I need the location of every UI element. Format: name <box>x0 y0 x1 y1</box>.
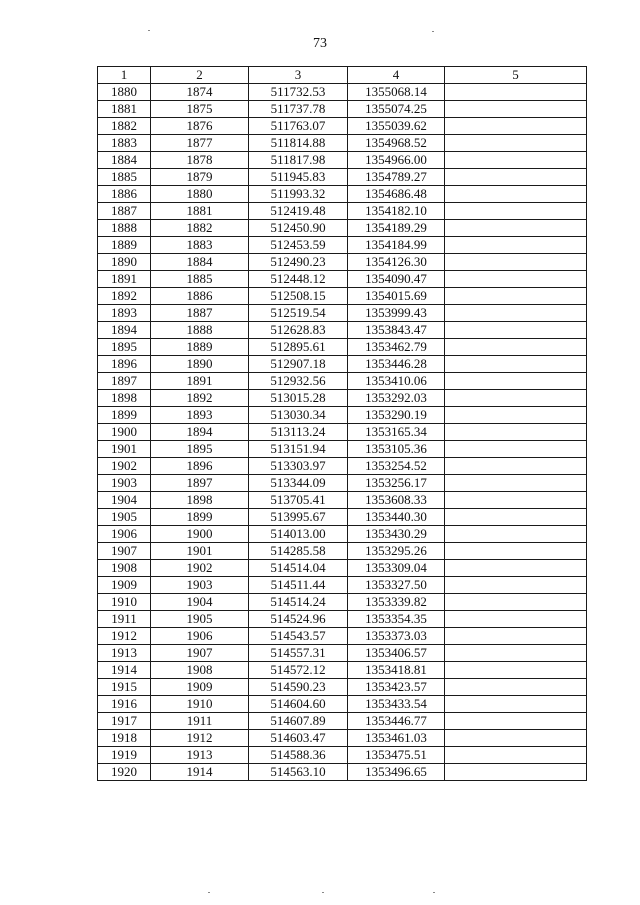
index-cell: 1910 <box>151 696 249 713</box>
point-number-cell: 1881 <box>98 101 151 118</box>
note-cell <box>445 560 587 577</box>
table-row <box>98 390 587 407</box>
table-row <box>98 169 587 186</box>
y-coordinate-cell: 1353373.03 <box>348 628 445 645</box>
x-coordinate-cell: 514557.31 <box>249 645 348 662</box>
note-cell <box>445 747 587 764</box>
x-coordinate-cell: 514572.12 <box>249 662 348 679</box>
table-row <box>98 373 587 390</box>
scan-speck <box>148 30 150 31</box>
index-cell: 1893 <box>151 407 249 424</box>
point-number-cell: 1903 <box>98 475 151 492</box>
coordinates-table <box>97 66 587 781</box>
note-cell <box>445 237 587 254</box>
point-number-cell: 1880 <box>98 84 151 101</box>
table-row <box>98 101 587 118</box>
note-cell <box>445 713 587 730</box>
x-coordinate-cell: 514590.23 <box>249 679 348 696</box>
y-coordinate-cell: 1353843.47 <box>348 322 445 339</box>
y-coordinate-cell: 1355068.14 <box>348 84 445 101</box>
x-coordinate-cell: 512895.61 <box>249 339 348 356</box>
point-number-cell: 1885 <box>98 169 151 186</box>
x-coordinate-cell: 511993.32 <box>249 186 348 203</box>
table-row <box>98 424 587 441</box>
note-cell <box>445 186 587 203</box>
index-cell: 1883 <box>151 237 249 254</box>
note-cell <box>445 305 587 322</box>
y-coordinate-cell: 1354789.27 <box>348 169 445 186</box>
x-coordinate-cell: 511814.88 <box>249 135 348 152</box>
point-number-cell: 1909 <box>98 577 151 594</box>
point-number-cell: 1895 <box>98 339 151 356</box>
point-number-cell: 1912 <box>98 628 151 645</box>
index-cell: 1896 <box>151 458 249 475</box>
index-cell: 1895 <box>151 441 249 458</box>
scan-speck <box>433 892 435 893</box>
x-coordinate-cell: 514604.60 <box>249 696 348 713</box>
y-coordinate-cell: 1353418.81 <box>348 662 445 679</box>
table-row <box>98 594 587 611</box>
point-number-cell: 1889 <box>98 237 151 254</box>
scan-speck <box>432 31 434 32</box>
point-number-cell: 1904 <box>98 492 151 509</box>
index-cell: 1908 <box>151 662 249 679</box>
index-cell: 1878 <box>151 152 249 169</box>
x-coordinate-cell: 512419.48 <box>249 203 348 220</box>
table-row <box>98 509 587 526</box>
table-row <box>98 458 587 475</box>
column-header: 5 <box>445 67 587 84</box>
table-row <box>98 271 587 288</box>
table-row <box>98 339 587 356</box>
note-cell <box>445 492 587 509</box>
index-cell: 1903 <box>151 577 249 594</box>
y-coordinate-cell: 1353430.29 <box>348 526 445 543</box>
x-coordinate-cell: 514013.00 <box>249 526 348 543</box>
table-row <box>98 305 587 322</box>
table-body <box>98 84 587 781</box>
y-coordinate-cell: 1353410.06 <box>348 373 445 390</box>
index-cell: 1876 <box>151 118 249 135</box>
point-number-cell: 1882 <box>98 118 151 135</box>
table-row <box>98 730 587 747</box>
x-coordinate-cell: 512450.90 <box>249 220 348 237</box>
note-cell <box>445 441 587 458</box>
page-number: 73 <box>313 36 327 51</box>
index-cell: 1891 <box>151 373 249 390</box>
note-cell <box>445 322 587 339</box>
y-coordinate-cell: 1353105.36 <box>348 441 445 458</box>
index-cell: 1904 <box>151 594 249 611</box>
table-row <box>98 577 587 594</box>
index-cell: 1887 <box>151 305 249 322</box>
index-cell: 1877 <box>151 135 249 152</box>
table-row <box>98 662 587 679</box>
y-coordinate-cell: 1354182.10 <box>348 203 445 220</box>
table-row <box>98 645 587 662</box>
scan-speck <box>322 892 324 893</box>
point-number-cell: 1911 <box>98 611 151 628</box>
point-number-cell: 1891 <box>98 271 151 288</box>
point-number-cell: 1888 <box>98 220 151 237</box>
point-number-cell: 1905 <box>98 509 151 526</box>
table-header-row <box>98 67 587 84</box>
index-cell: 1905 <box>151 611 249 628</box>
point-number-cell: 1887 <box>98 203 151 220</box>
y-coordinate-cell: 1354686.48 <box>348 186 445 203</box>
table-row <box>98 186 587 203</box>
index-cell: 1913 <box>151 747 249 764</box>
y-coordinate-cell: 1353608.33 <box>348 492 445 509</box>
index-cell: 1911 <box>151 713 249 730</box>
point-number-cell: 1918 <box>98 730 151 747</box>
index-cell: 1897 <box>151 475 249 492</box>
y-coordinate-cell: 1353999.43 <box>348 305 445 322</box>
point-number-cell: 1890 <box>98 254 151 271</box>
y-coordinate-cell: 1354015.69 <box>348 288 445 305</box>
y-coordinate-cell: 1353290.19 <box>348 407 445 424</box>
x-coordinate-cell: 514514.24 <box>249 594 348 611</box>
note-cell <box>445 526 587 543</box>
y-coordinate-cell: 1354189.29 <box>348 220 445 237</box>
y-coordinate-cell: 1353461.03 <box>348 730 445 747</box>
index-cell: 1884 <box>151 254 249 271</box>
note-cell <box>445 696 587 713</box>
y-coordinate-cell: 1354966.00 <box>348 152 445 169</box>
y-coordinate-cell: 1353475.51 <box>348 747 445 764</box>
x-coordinate-cell: 513030.34 <box>249 407 348 424</box>
note-cell <box>445 169 587 186</box>
x-coordinate-cell: 513705.41 <box>249 492 348 509</box>
note-cell <box>445 730 587 747</box>
table-row <box>98 118 587 135</box>
note-cell <box>445 152 587 169</box>
point-number-cell: 1897 <box>98 373 151 390</box>
note-cell <box>445 458 587 475</box>
x-coordinate-cell: 512453.59 <box>249 237 348 254</box>
note-cell <box>445 101 587 118</box>
x-coordinate-cell: 512628.83 <box>249 322 348 339</box>
y-coordinate-cell: 1353440.30 <box>348 509 445 526</box>
table-row <box>98 764 587 781</box>
index-cell: 1894 <box>151 424 249 441</box>
note-cell <box>445 254 587 271</box>
note-cell <box>445 203 587 220</box>
table-row <box>98 441 587 458</box>
table-row <box>98 747 587 764</box>
column-header: 4 <box>348 67 445 84</box>
note-cell <box>445 764 587 781</box>
note-cell <box>445 356 587 373</box>
index-cell: 1892 <box>151 390 249 407</box>
y-coordinate-cell: 1355039.62 <box>348 118 445 135</box>
y-coordinate-cell: 1353462.79 <box>348 339 445 356</box>
note-cell <box>445 628 587 645</box>
x-coordinate-cell: 514603.47 <box>249 730 348 747</box>
x-coordinate-cell: 512519.54 <box>249 305 348 322</box>
point-number-cell: 1900 <box>98 424 151 441</box>
y-coordinate-cell: 1353354.35 <box>348 611 445 628</box>
column-header: 1 <box>98 67 151 84</box>
x-coordinate-cell: 513995.67 <box>249 509 348 526</box>
x-coordinate-cell: 514285.58 <box>249 543 348 560</box>
note-cell <box>445 611 587 628</box>
point-number-cell: 1892 <box>98 288 151 305</box>
scan-speck <box>208 892 210 893</box>
point-number-cell: 1914 <box>98 662 151 679</box>
note-cell <box>445 339 587 356</box>
note-cell <box>445 288 587 305</box>
y-coordinate-cell: 1353423.57 <box>348 679 445 696</box>
table-row <box>98 288 587 305</box>
x-coordinate-cell: 512907.18 <box>249 356 348 373</box>
table-row <box>98 679 587 696</box>
y-coordinate-cell: 1353256.17 <box>348 475 445 492</box>
point-number-cell: 1913 <box>98 645 151 662</box>
index-cell: 1900 <box>151 526 249 543</box>
y-coordinate-cell: 1353496.65 <box>348 764 445 781</box>
note-cell <box>445 135 587 152</box>
point-number-cell: 1884 <box>98 152 151 169</box>
table-row <box>98 526 587 543</box>
index-cell: 1912 <box>151 730 249 747</box>
y-coordinate-cell: 1354090.47 <box>348 271 445 288</box>
x-coordinate-cell: 513113.24 <box>249 424 348 441</box>
point-number-cell: 1910 <box>98 594 151 611</box>
point-number-cell: 1916 <box>98 696 151 713</box>
table-row <box>98 713 587 730</box>
point-number-cell: 1906 <box>98 526 151 543</box>
y-coordinate-cell: 1355074.25 <box>348 101 445 118</box>
x-coordinate-cell: 512932.56 <box>249 373 348 390</box>
y-coordinate-cell: 1353406.57 <box>348 645 445 662</box>
point-number-cell: 1886 <box>98 186 151 203</box>
index-cell: 1880 <box>151 186 249 203</box>
point-number-cell: 1915 <box>98 679 151 696</box>
y-coordinate-cell: 1353165.34 <box>348 424 445 441</box>
y-coordinate-cell: 1353292.03 <box>348 390 445 407</box>
index-cell: 1886 <box>151 288 249 305</box>
point-number-cell: 1907 <box>98 543 151 560</box>
table-row <box>98 475 587 492</box>
x-coordinate-cell: 514543.57 <box>249 628 348 645</box>
x-coordinate-cell: 511945.83 <box>249 169 348 186</box>
x-coordinate-cell: 514588.36 <box>249 747 348 764</box>
index-cell: 1909 <box>151 679 249 696</box>
point-number-cell: 1908 <box>98 560 151 577</box>
index-cell: 1901 <box>151 543 249 560</box>
table-row <box>98 560 587 577</box>
x-coordinate-cell: 512508.15 <box>249 288 348 305</box>
point-number-cell: 1919 <box>98 747 151 764</box>
note-cell <box>445 662 587 679</box>
x-coordinate-cell: 514514.04 <box>249 560 348 577</box>
y-coordinate-cell: 1353295.26 <box>348 543 445 560</box>
y-coordinate-cell: 1353446.77 <box>348 713 445 730</box>
point-number-cell: 1917 <box>98 713 151 730</box>
table-row <box>98 611 587 628</box>
index-cell: 1875 <box>151 101 249 118</box>
index-cell: 1874 <box>151 84 249 101</box>
note-cell <box>445 509 587 526</box>
point-number-cell: 1894 <box>98 322 151 339</box>
y-coordinate-cell: 1354184.99 <box>348 237 445 254</box>
x-coordinate-cell: 511817.98 <box>249 152 348 169</box>
note-cell <box>445 84 587 101</box>
note-cell <box>445 543 587 560</box>
note-cell <box>445 407 587 424</box>
y-coordinate-cell: 1354126.30 <box>348 254 445 271</box>
y-coordinate-cell: 1353254.52 <box>348 458 445 475</box>
index-cell: 1882 <box>151 220 249 237</box>
x-coordinate-cell: 513015.28 <box>249 390 348 407</box>
index-cell: 1914 <box>151 764 249 781</box>
table-row <box>98 84 587 101</box>
point-number-cell: 1883 <box>98 135 151 152</box>
index-cell: 1881 <box>151 203 249 220</box>
index-cell: 1885 <box>151 271 249 288</box>
x-coordinate-cell: 514524.96 <box>249 611 348 628</box>
x-coordinate-cell: 514607.89 <box>249 713 348 730</box>
point-number-cell: 1893 <box>98 305 151 322</box>
index-cell: 1902 <box>151 560 249 577</box>
note-cell <box>445 220 587 237</box>
column-header: 2 <box>151 67 249 84</box>
point-number-cell: 1899 <box>98 407 151 424</box>
y-coordinate-cell: 1353309.04 <box>348 560 445 577</box>
note-cell <box>445 373 587 390</box>
point-number-cell: 1896 <box>98 356 151 373</box>
note-cell <box>445 594 587 611</box>
x-coordinate-cell: 513344.09 <box>249 475 348 492</box>
table-row <box>98 407 587 424</box>
y-coordinate-cell: 1353339.82 <box>348 594 445 611</box>
table-row <box>98 322 587 339</box>
index-cell: 1890 <box>151 356 249 373</box>
y-coordinate-cell: 1353433.54 <box>348 696 445 713</box>
table-row <box>98 152 587 169</box>
table-row <box>98 237 587 254</box>
x-coordinate-cell: 514511.44 <box>249 577 348 594</box>
note-cell <box>445 679 587 696</box>
y-coordinate-cell: 1353327.50 <box>348 577 445 594</box>
table-row <box>98 254 587 271</box>
table-row <box>98 696 587 713</box>
table-row <box>98 135 587 152</box>
point-number-cell: 1920 <box>98 764 151 781</box>
index-cell: 1889 <box>151 339 249 356</box>
point-number-cell: 1902 <box>98 458 151 475</box>
note-cell <box>445 577 587 594</box>
x-coordinate-cell: 511737.78 <box>249 101 348 118</box>
index-cell: 1907 <box>151 645 249 662</box>
table-row <box>98 628 587 645</box>
y-coordinate-cell: 1354968.52 <box>348 135 445 152</box>
x-coordinate-cell: 511763.07 <box>249 118 348 135</box>
y-coordinate-cell: 1353446.28 <box>348 356 445 373</box>
x-coordinate-cell: 512490.23 <box>249 254 348 271</box>
index-cell: 1906 <box>151 628 249 645</box>
table-row <box>98 203 587 220</box>
x-coordinate-cell: 513151.94 <box>249 441 348 458</box>
x-coordinate-cell: 514563.10 <box>249 764 348 781</box>
point-number-cell: 1898 <box>98 390 151 407</box>
note-cell <box>445 424 587 441</box>
index-cell: 1899 <box>151 509 249 526</box>
table-row <box>98 543 587 560</box>
column-header: 3 <box>249 67 348 84</box>
note-cell <box>445 271 587 288</box>
note-cell <box>445 475 587 492</box>
note-cell <box>445 645 587 662</box>
x-coordinate-cell: 512448.12 <box>249 271 348 288</box>
table-row <box>98 492 587 509</box>
table-row <box>98 220 587 237</box>
note-cell <box>445 390 587 407</box>
index-cell: 1898 <box>151 492 249 509</box>
table-row <box>98 356 587 373</box>
point-number-cell: 1901 <box>98 441 151 458</box>
index-cell: 1879 <box>151 169 249 186</box>
index-cell: 1888 <box>151 322 249 339</box>
x-coordinate-cell: 511732.53 <box>249 84 348 101</box>
x-coordinate-cell: 513303.97 <box>249 458 348 475</box>
note-cell <box>445 118 587 135</box>
